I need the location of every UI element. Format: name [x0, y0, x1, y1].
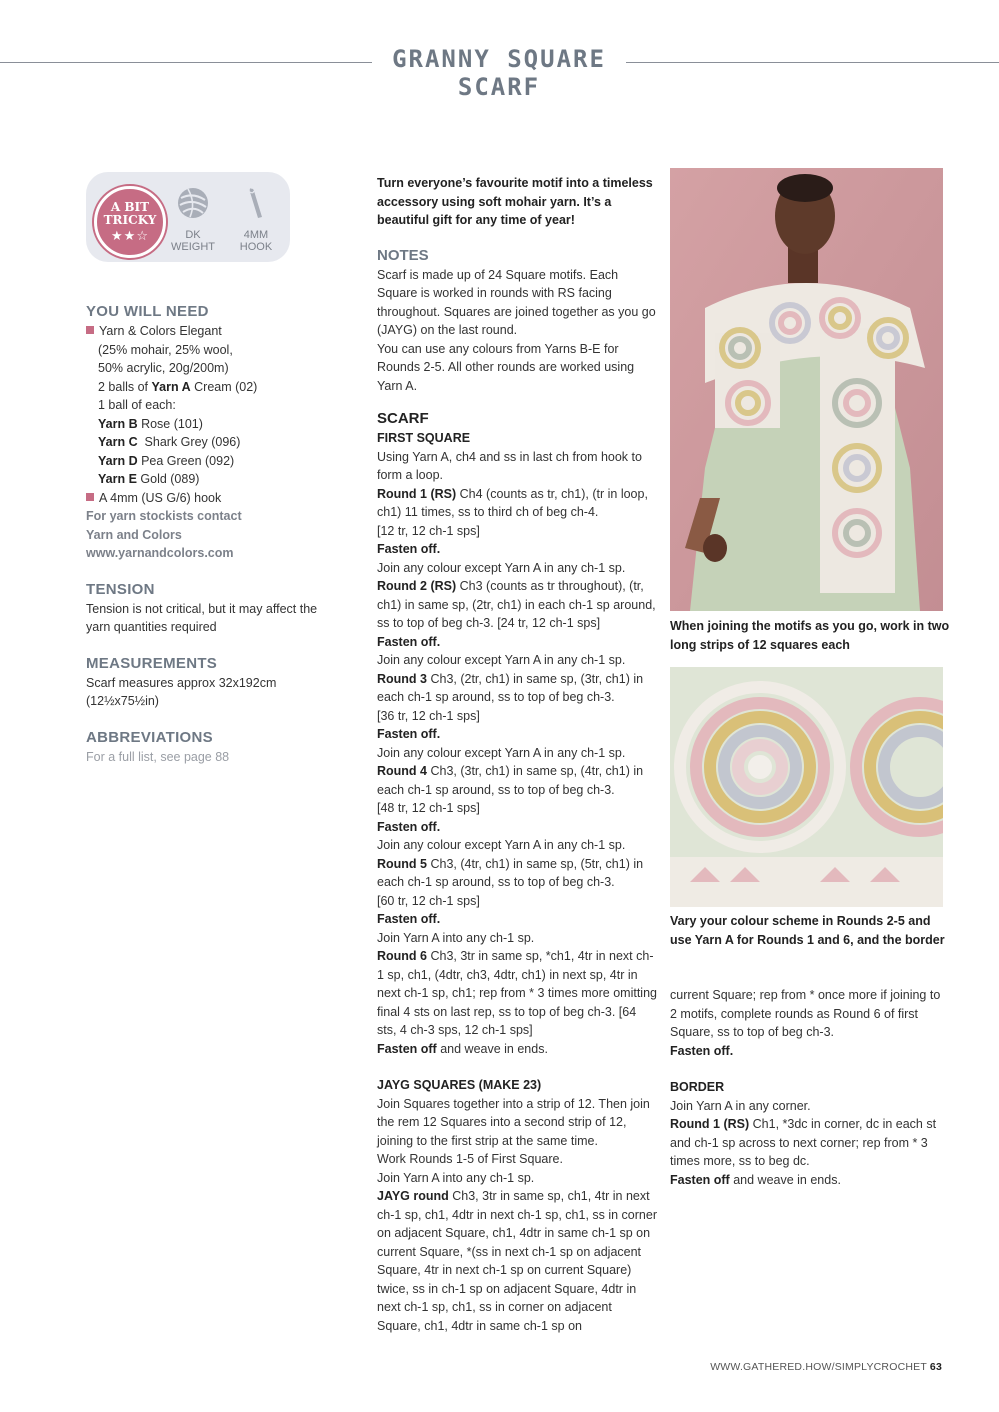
yarn-a-line — [86, 378, 321, 397]
hook-size-line-2: HOOK — [239, 241, 273, 253]
yarn-c-name: Yarn C — [98, 435, 138, 449]
motif-closeup-illustration — [670, 667, 943, 907]
yarn-weight-badge — [166, 186, 220, 253]
final-fasten-text: and weave in ends. — [436, 1041, 548, 1056]
fasten-off-2: Fasten off. — [377, 634, 441, 649]
jayg-round-text: Ch3, 3tr in same sp, ch1, 4tr in next ch-1 sp, ch1, 4dtr in next ch-1 sp, ch1, ss in corner on adjacent Square, ch1, 4dtr in same ch-1 sp on current Square, *(ss in next ch-1 sp on adjacent Square, 4tr in next ch-1 sp on current Square) twice, ss in ch-1 sp on adjacent Square, 4dtr in next ch-1 sp, ch1, ss in corner on adjacent Square, ch1, 4dtr in same ch-1 sp on — [377, 1189, 657, 1333]
measurements-text: Scarf measures approx 32x192cm (12½x75½in) — [86, 675, 277, 708]
join-colour-3: Join any colour except Yarn A in any ch-1 sp. — [377, 653, 626, 667]
difficulty-stars: ★★☆ — [111, 228, 149, 243]
yarn-b-colour: Rose (101) — [137, 416, 203, 431]
yarn-c-colour: Shark Grey (096) — [137, 435, 241, 449]
hook-size-line-1: 4MM — [243, 229, 269, 241]
fasten-off-3: Fasten off. — [377, 727, 441, 741]
border-round-1-label: Round 1 (RS) — [670, 1117, 750, 1131]
yarn-composition-2: 50% acrylic, 20g/200m) — [98, 361, 229, 375]
measurements-heading: MEASUREMENTS — [86, 654, 218, 672]
abbreviations-text: For a full list, see page 88 — [86, 749, 230, 764]
jayg-round — [377, 1187, 657, 1335]
border-round-1-text: Ch1, *3dc in corner, dc in each st and ch-1 sp across to next corner; rep from * 3 times more, ss to beg dc. — [670, 1117, 937, 1168]
round-1-text: Ch4 (counts as tr, ch1), (tr in loop, ch1) 11 times, ss to third ch of beg ch-4. — [377, 486, 648, 519]
yarn-b-line — [86, 415, 321, 434]
jayg-paragraph-3: Join Yarn A into any ch-1 sp. — [377, 1170, 535, 1185]
yarn-brand: Yarn & Colors Elegant — [99, 324, 222, 338]
round-3-count: [36 tr, 12 ch-1 sps] — [377, 708, 480, 723]
stockists-line-2: Yarn and Colors — [86, 527, 182, 542]
border-fasten-off — [670, 1171, 945, 1190]
yarn-c-line — [86, 433, 321, 452]
fasten-off-5: Fasten off. — [377, 912, 441, 926]
section-gap — [670, 1060, 945, 1078]
round-5-count: [60 tr, 12 ch-1 sps] — [377, 893, 480, 908]
round-1-count: [12 tr, 12 ch-1 sps] — [377, 523, 480, 538]
final-fasten-off — [377, 1040, 657, 1059]
left-column — [86, 302, 321, 766]
round-5-text: Ch3, (4tr, ch1) in same sp, (5tr, ch1) in each ch-1 sp around, ss to top of beg ch-3. — [377, 856, 644, 889]
round-1-label: Round 1 (RS) — [377, 486, 457, 501]
notes-heading: NOTES — [377, 246, 429, 264]
yarn-e-name: Yarn E — [98, 472, 137, 486]
page-footer — [600, 1361, 942, 1373]
border-fasten-label: Fasten off — [670, 1172, 730, 1187]
yarn-weight-line-2: WEIGHT — [171, 241, 215, 253]
hook-size: A 4mm (US G/6) hook — [99, 490, 222, 505]
abbreviations-heading: ABBREVIATIONS — [86, 728, 213, 746]
round-4-label: Round 4 — [377, 764, 427, 778]
notes-paragraph-2: You can use any colours from Yarns B-E for Rounds 2-5. All other rounds are worked using Yarn A. — [377, 341, 635, 393]
jayg-paragraph-2: Work Rounds 1-5 of First Square. — [377, 1152, 563, 1166]
join-colour-5: Join any colour except Yarn A in any ch-1 sp. — [377, 838, 626, 852]
tension-text: Tension is not critical, but it may affect the yarn quantities required — [86, 601, 318, 634]
yarn-e-line — [86, 470, 321, 489]
materials-list — [86, 322, 321, 563]
round-2-text: Ch3 (counts as tr throughout), (tr, ch1) in same sp, (2tr, ch1) in each ch-1 sp around, ss to top of beg ch-3. [24 tr, 12 ch-1 sps] — [377, 579, 656, 630]
stockists-url[interactable]: www.yarnandcolors.com — [86, 546, 234, 560]
section-gap — [377, 1058, 657, 1076]
border-fasten-text: and weave in ends. — [729, 1172, 841, 1187]
border-paragraph-1: Join Yarn A in any corner. — [670, 1098, 811, 1113]
materials-item-hook — [86, 489, 321, 508]
round-2-label: Round 2 (RS) — [377, 579, 457, 593]
round-4 — [377, 762, 657, 799]
header-rule-left — [0, 62, 372, 63]
yarn-weight-line-1: DK — [185, 229, 201, 241]
model-wearing-scarf-photo — [670, 168, 943, 611]
yarn-composition-1: (25% mohair, 25% wool, — [98, 342, 233, 357]
jayg-fasten-off: Fasten off. — [670, 1043, 734, 1058]
page-title: GRANNY SQUARE SCARF — [392, 45, 606, 101]
motif-closeup-photo — [670, 667, 943, 907]
first-square-heading: FIRST SQUARE — [377, 431, 471, 445]
fasten-off-1: Fasten off. — [377, 542, 441, 556]
round-1 — [377, 485, 657, 522]
materials-item-yarn — [86, 322, 321, 341]
photo-caption-2: Vary your colour scheme in Rounds 2-5 and use Yarn A for Rounds 1 and 6, and the border — [670, 914, 945, 947]
stockists-line-1: For yarn stockists contact — [86, 509, 242, 523]
scarf-heading: SCARF — [377, 410, 429, 427]
jayg-continued: current Square; rep from * once more if joining to 2 motifs, complete rounds as Round 6 of first Square, ss to top of beg ch-3. — [670, 988, 941, 1039]
difficulty-line-2: TRICKY — [103, 213, 157, 227]
round-6-label: Round 6 — [377, 949, 427, 963]
final-fasten-label: Fasten off — [377, 1041, 437, 1056]
round-5-label: Round 5 — [377, 856, 427, 871]
round-3-text: Ch3, (2tr, ch1) in same sp, (3tr, ch1) in each ch-1 sp around, ss to top of beg ch-3. — [377, 671, 644, 704]
first-square-start: Using Yarn A, ch4 and ss in last ch from hook to form a loop. — [377, 449, 642, 482]
photo-caption-1: When joining the motifs as you go, work in two long strips of 12 squares each — [670, 619, 950, 652]
border-heading: BORDER — [670, 1080, 725, 1094]
fasten-off-4: Fasten off. — [377, 819, 441, 834]
skill-badge-panel — [86, 172, 290, 262]
yarn-b-name: Yarn B — [98, 416, 138, 431]
yarn-d-line — [86, 452, 321, 471]
round-4-count: [48 tr, 12 ch-1 sps] — [377, 801, 480, 815]
round-5 — [377, 855, 657, 892]
one-ball-each: 1 ball of each: — [98, 398, 176, 412]
tension-heading: TENSION — [86, 580, 155, 598]
header-rule-right — [626, 62, 999, 63]
join-yarn-a: Join Yarn A into any ch-1 sp. — [377, 930, 535, 945]
border-round-1 — [670, 1115, 945, 1171]
footer-url[interactable]: WWW.GATHERED.HOW/SIMPLYCROCHET — [710, 1361, 927, 1373]
jayg-round-label: JAYG round — [377, 1189, 449, 1203]
round-2 — [377, 577, 657, 633]
you-will-need-heading: YOU WILL NEED — [86, 303, 209, 320]
hook-size-badge — [229, 186, 283, 253]
yarn-a-name: Yarn A — [151, 379, 191, 394]
round-4-text: Ch3, (3tr, ch1) in same sp, (4tr, ch1) in each ch-1 sp around, ss to top of beg ch-3. — [377, 764, 644, 797]
yarn-d-name: Yarn D — [98, 453, 138, 468]
yarn-a-colour: Cream (02) — [190, 379, 258, 394]
middle-column — [377, 174, 657, 1335]
jayg-paragraph-1: Join Squares together into a strip of 12. Then join the rem 12 Squares into a second strip of 12, joining to the first strip at the same time. — [377, 1096, 650, 1148]
round-3 — [377, 670, 657, 707]
join-colour-2: Join any colour except Yarn A in any ch-1 sp. — [377, 560, 626, 575]
crochet-hook-icon — [239, 186, 273, 220]
round-6-text: Ch3, 3tr in same sp, *ch1, 4tr in next ch-1 sp, ch1, (4dtr, ch3, 4dtr, ch1) in next sp, 4tr in next ch-1 sp, ch1; rep from * 3 times more omitting final 4 sts on last rep, ss to top of beg ch-3. [64 sts, 4 ch-3 sps, 12 ch-1 sps] — [377, 949, 657, 1037]
intro-text: Turn everyone’s favourite motif into a timeless accessory using soft mohair yarn. It’s a beautiful gift for any time of year! — [377, 176, 653, 227]
yarn-d-colour: Pea Green (092) — [137, 453, 235, 468]
jayg-heading: JAYG SQUARES (MAKE 23) — [377, 1078, 542, 1092]
right-column — [670, 986, 945, 1189]
bullet-square-icon — [86, 326, 94, 334]
notes-paragraph-1: Scarf is made up of 24 Square motifs. Each Square is worked in rounds with RS facing throughout. Squares are joined together as you go (JAYG) on the last round. — [377, 267, 656, 337]
round-6 — [377, 947, 657, 1040]
bullet-square-icon — [86, 493, 94, 501]
round-3-label: Round 3 — [377, 671, 427, 686]
yarn-e-colour: Gold (089) — [136, 472, 200, 486]
difficulty-line-1: A BIT — [110, 200, 150, 214]
balls-a-prefix: 2 balls of — [98, 379, 152, 394]
yarn-ball-icon — [176, 186, 210, 220]
page-number: 63 — [929, 1361, 942, 1373]
model-photo-illustration — [670, 168, 943, 611]
join-colour-4: Join any colour except Yarn A in any ch-1 sp. — [377, 745, 626, 760]
difficulty-badge — [94, 186, 166, 258]
